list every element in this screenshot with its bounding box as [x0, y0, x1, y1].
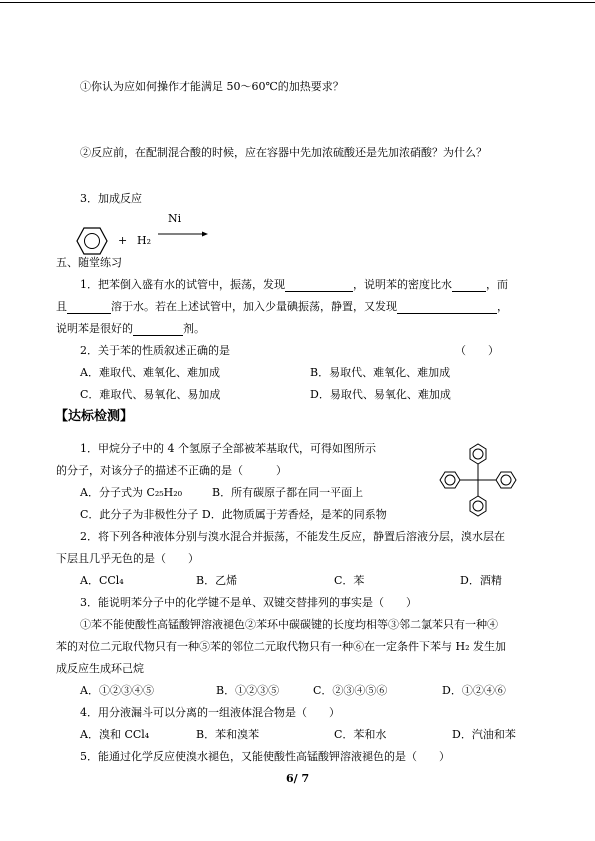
option-c: C．②③④⑤⑥	[313, 684, 388, 697]
benzene-ring-diagram	[76, 226, 108, 256]
page-number: 6/ 7	[286, 772, 310, 785]
practice-1-line-2: 且 溶于水。若在上述试管中，加入少量碘振荡，静置，又发现 ，	[56, 300, 508, 313]
option-d: D．易取代、易氧化、难加成	[310, 388, 451, 401]
test-5-stem: 5．能通过化学反应使溴水褪色，又能使酸性高锰酸钾溶液褪色的是（ ）	[80, 750, 450, 763]
test-2-line-1: 2．将下列各种液体分别与溴水混合并振荡，不能发生反应，静置后溶液分层，溴水层在	[80, 530, 505, 543]
option-b: B．所有碳原子都在同一平面上	[212, 486, 364, 499]
option-a: A．溴和 CCl₄	[80, 728, 150, 741]
option-c: C．苯和水	[334, 728, 387, 741]
answer-blank[interactable]	[67, 302, 111, 314]
practice-1-line-1: 1．把苯倒入盛有水的试管中，振荡，发现 ，说明苯的密度比水 ，而	[80, 278, 508, 291]
option-a: A．①②③④⑤	[80, 684, 154, 697]
tetraphenylmethane-diagram	[428, 438, 528, 522]
option-d: D．①②④⑥	[442, 684, 506, 697]
option-a: A．分子式为 C₂₅H₂₀	[80, 486, 183, 499]
reaction-plus: +	[118, 234, 128, 247]
answer-paren: （ ）	[455, 344, 499, 357]
reaction-arrow	[158, 230, 208, 238]
test-3-line-3: 苯的对位二元取代物只有一种⑤苯的邻位二元取代物只有一种⑥在一定条件下苯与 H₂ 发生加	[56, 640, 506, 653]
practice-2-stem: 2．关于苯的性质叙述正确的是	[80, 344, 230, 357]
option-b: B．苯和溴苯	[196, 728, 260, 741]
option-b: B．①②③⑤	[216, 684, 280, 697]
option-d: D．汽油和苯	[452, 728, 516, 741]
reaction-catalyst: Ni	[168, 212, 182, 225]
test-3-line-4: 成反应生成环己烷	[56, 662, 144, 675]
answer-blank[interactable]	[452, 280, 486, 292]
section-heading-assessment: 【达标检测】	[55, 409, 134, 424]
answer-blank[interactable]	[285, 280, 353, 292]
option-b: B．乙烯	[196, 574, 238, 587]
option-a: A．难取代、难氧化、难加成	[80, 366, 220, 379]
option-c: C．苯	[334, 574, 365, 587]
practice-1-line-3: 说明苯是很好的 剂。	[56, 322, 205, 335]
option-d: D．酒精	[460, 574, 502, 587]
answer-blank[interactable]	[397, 302, 497, 314]
test-2-line-2: 下层且几乎无色的是（ ）	[56, 552, 199, 565]
section-addition-reaction: 3．加成反应	[80, 192, 142, 205]
option-b: B．易取代、难氧化、难加成	[310, 366, 451, 379]
test-1-line-2: 的分子，对该分子的描述不正确的是（ ）	[56, 464, 287, 477]
page-top-rule	[0, 2, 595, 3]
test-3-line-2: ①苯不能使酸性高锰酸钾溶液褪色②苯环中碳碳键的长度均相等③邻二氯苯只有一种④	[80, 618, 498, 631]
test-4-stem: 4．用分液漏斗可以分离的一组液体混合物是（ ）	[80, 706, 340, 719]
reaction-h2: H₂	[137, 234, 152, 247]
option-c-d: C．此分子为非极性分子 D．此物质属于芳香烃，是苯的同系物	[80, 508, 387, 521]
question-1: ①你认为应如何操作才能满足 50～60℃的加热要求？	[80, 80, 344, 93]
answer-blank[interactable]	[133, 324, 183, 336]
test-1-line-1: 1．甲烷分子中的 4 个氢原子全部被苯基取代，可得如图所示	[80, 442, 376, 455]
test-3-line-1: 3．能说明苯分子中的化学键不是单、双键交替排列的事实是（ ）	[80, 596, 417, 609]
option-c: C．难取代、易氧化、易加成	[80, 388, 221, 401]
section-practice: 五、随堂练习	[56, 256, 122, 269]
question-2: ②反应前，在配制混合酸的时候，应在容器中先加浓硫酸还是先加浓硝酸？为什么？	[80, 146, 487, 159]
option-a: A．CCl₄	[80, 574, 124, 587]
